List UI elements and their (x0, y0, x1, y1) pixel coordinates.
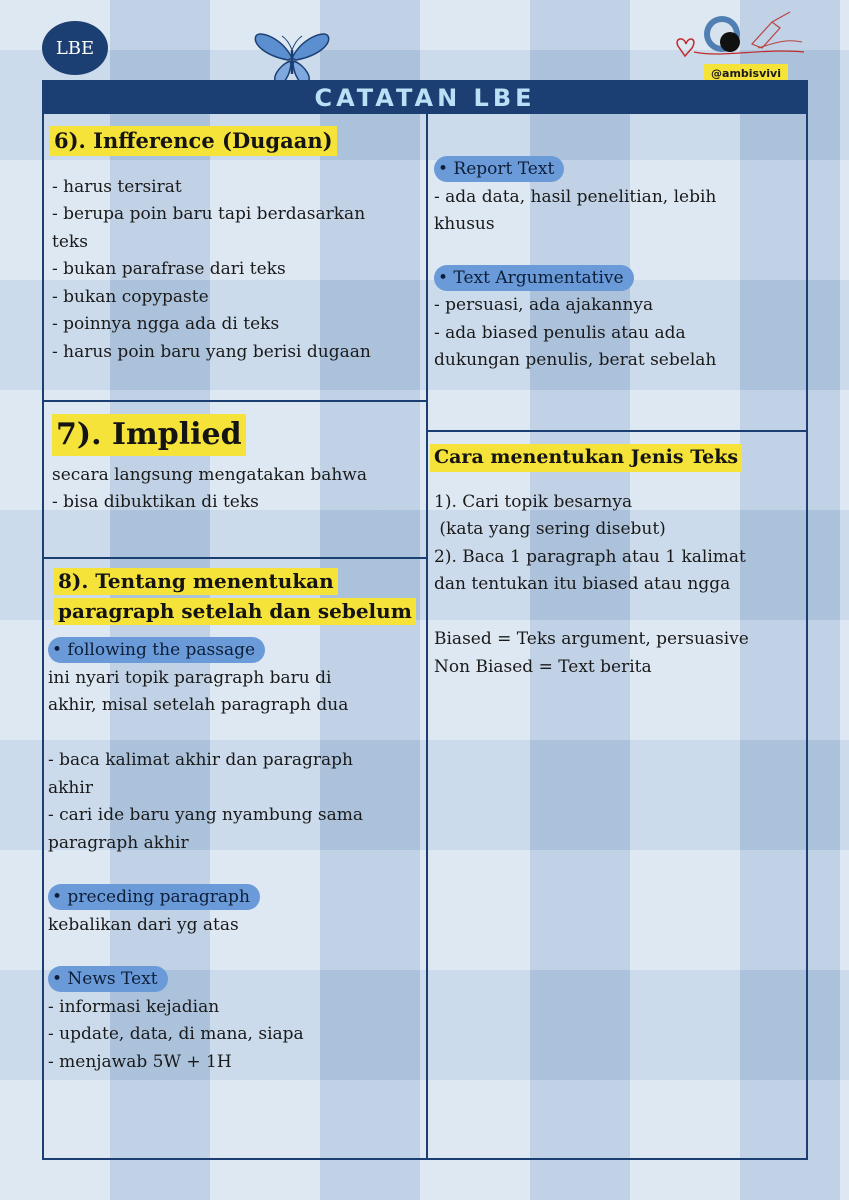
heading-inference (50, 126, 422, 158)
text-line: 1). Cari topik besarnya (434, 491, 633, 512)
text-line: - bukan copypaste (52, 286, 209, 307)
notes-frame (42, 80, 808, 1160)
page-title: CATATAN LBE (44, 82, 806, 114)
section-paragraph (48, 568, 422, 1076)
implied-heading: 7). Implied (52, 414, 246, 456)
text-line: - informasi kejadian (48, 996, 220, 1017)
text-line: - cari ide baru yang nyambung sama (48, 805, 364, 825)
text-line: secara langsung mengatakan bahwa (52, 464, 367, 485)
text-line: - ada data, hasil penelitian, lebih (434, 186, 717, 207)
logo-text: LBE (55, 37, 95, 59)
text-line: - persuasi, ada ajakannya (434, 295, 654, 315)
column-divider (426, 114, 428, 1160)
text-line: - bukan parafrase dari teks (52, 259, 286, 279)
text-line: kebalikan dari yg atas (48, 914, 239, 935)
text-line: (kata yang sering disebut) (434, 519, 666, 539)
jenis-heading: Cara menentukan Jenis Teks (430, 444, 742, 472)
butterfly-icon (252, 28, 332, 88)
text-line (48, 720, 422, 748)
text-line: dan tentukan itu biased atau ngga (434, 574, 731, 594)
signature-drawing (672, 8, 812, 68)
text-line: 2). Baca 1 paragraph atau 1 kalimat (434, 546, 746, 567)
text-line: paragraph akhir (48, 832, 189, 853)
section-text-types (434, 156, 804, 375)
inference-heading: 6). Infference (Dugaan) (50, 126, 337, 156)
text-line: - ada biased penulis atau ada (434, 322, 686, 343)
section-jenis-teks (430, 444, 804, 681)
news-text-label: • News Text (48, 966, 168, 992)
paragraph-heading-line2: paragraph setelah dan sebelum (54, 598, 416, 625)
paragraph-heading-line1: 8). Tentang menentukan (54, 568, 338, 595)
section-implied (52, 414, 422, 517)
text-line: Non Biased = Text berita (434, 656, 652, 677)
divider-report (426, 430, 806, 432)
text-line: ini nyari topik paragraph baru di (48, 667, 332, 688)
divider-implied (44, 557, 426, 559)
text-line: - bisa dibuktikan di teks (52, 492, 259, 512)
text-line: - update, data, di mana, siapa (48, 1024, 304, 1044)
divider-inference (44, 400, 426, 402)
lbe-logo (42, 21, 108, 75)
text-line: - menjawab 5W + 1H (48, 1051, 232, 1072)
text-line: - harus poin baru yang berisi dugaan (52, 341, 371, 362)
text-line: akhir (48, 777, 93, 798)
text-line: - berupa poin baru tapi berdasarkan (52, 204, 366, 224)
report-text-label: • Report Text (434, 156, 564, 182)
preceding-paragraph-label: • preceding paragraph (48, 884, 260, 910)
text-line: Biased = Teks argument, persuasive (434, 629, 749, 649)
following-passage-label: • following the passage (48, 637, 265, 663)
text-line: dukungan penulis, berat sebelah (434, 350, 717, 370)
author-handle: @ambisvivi (704, 64, 788, 84)
text-line: - baca kalimat akhir dan paragraph (48, 750, 354, 770)
text-line: akhir, misal setelah paragraph dua (48, 695, 349, 715)
text-line (434, 599, 804, 627)
text-line: - poinnya ngga ada di teks (52, 314, 280, 334)
text-line: teks (52, 231, 88, 252)
argumentative-text-label: • Text Argumentative (434, 265, 634, 291)
section-inference (50, 126, 422, 366)
text-line: khusus (434, 214, 495, 234)
text-line: - harus tersirat (52, 176, 182, 197)
